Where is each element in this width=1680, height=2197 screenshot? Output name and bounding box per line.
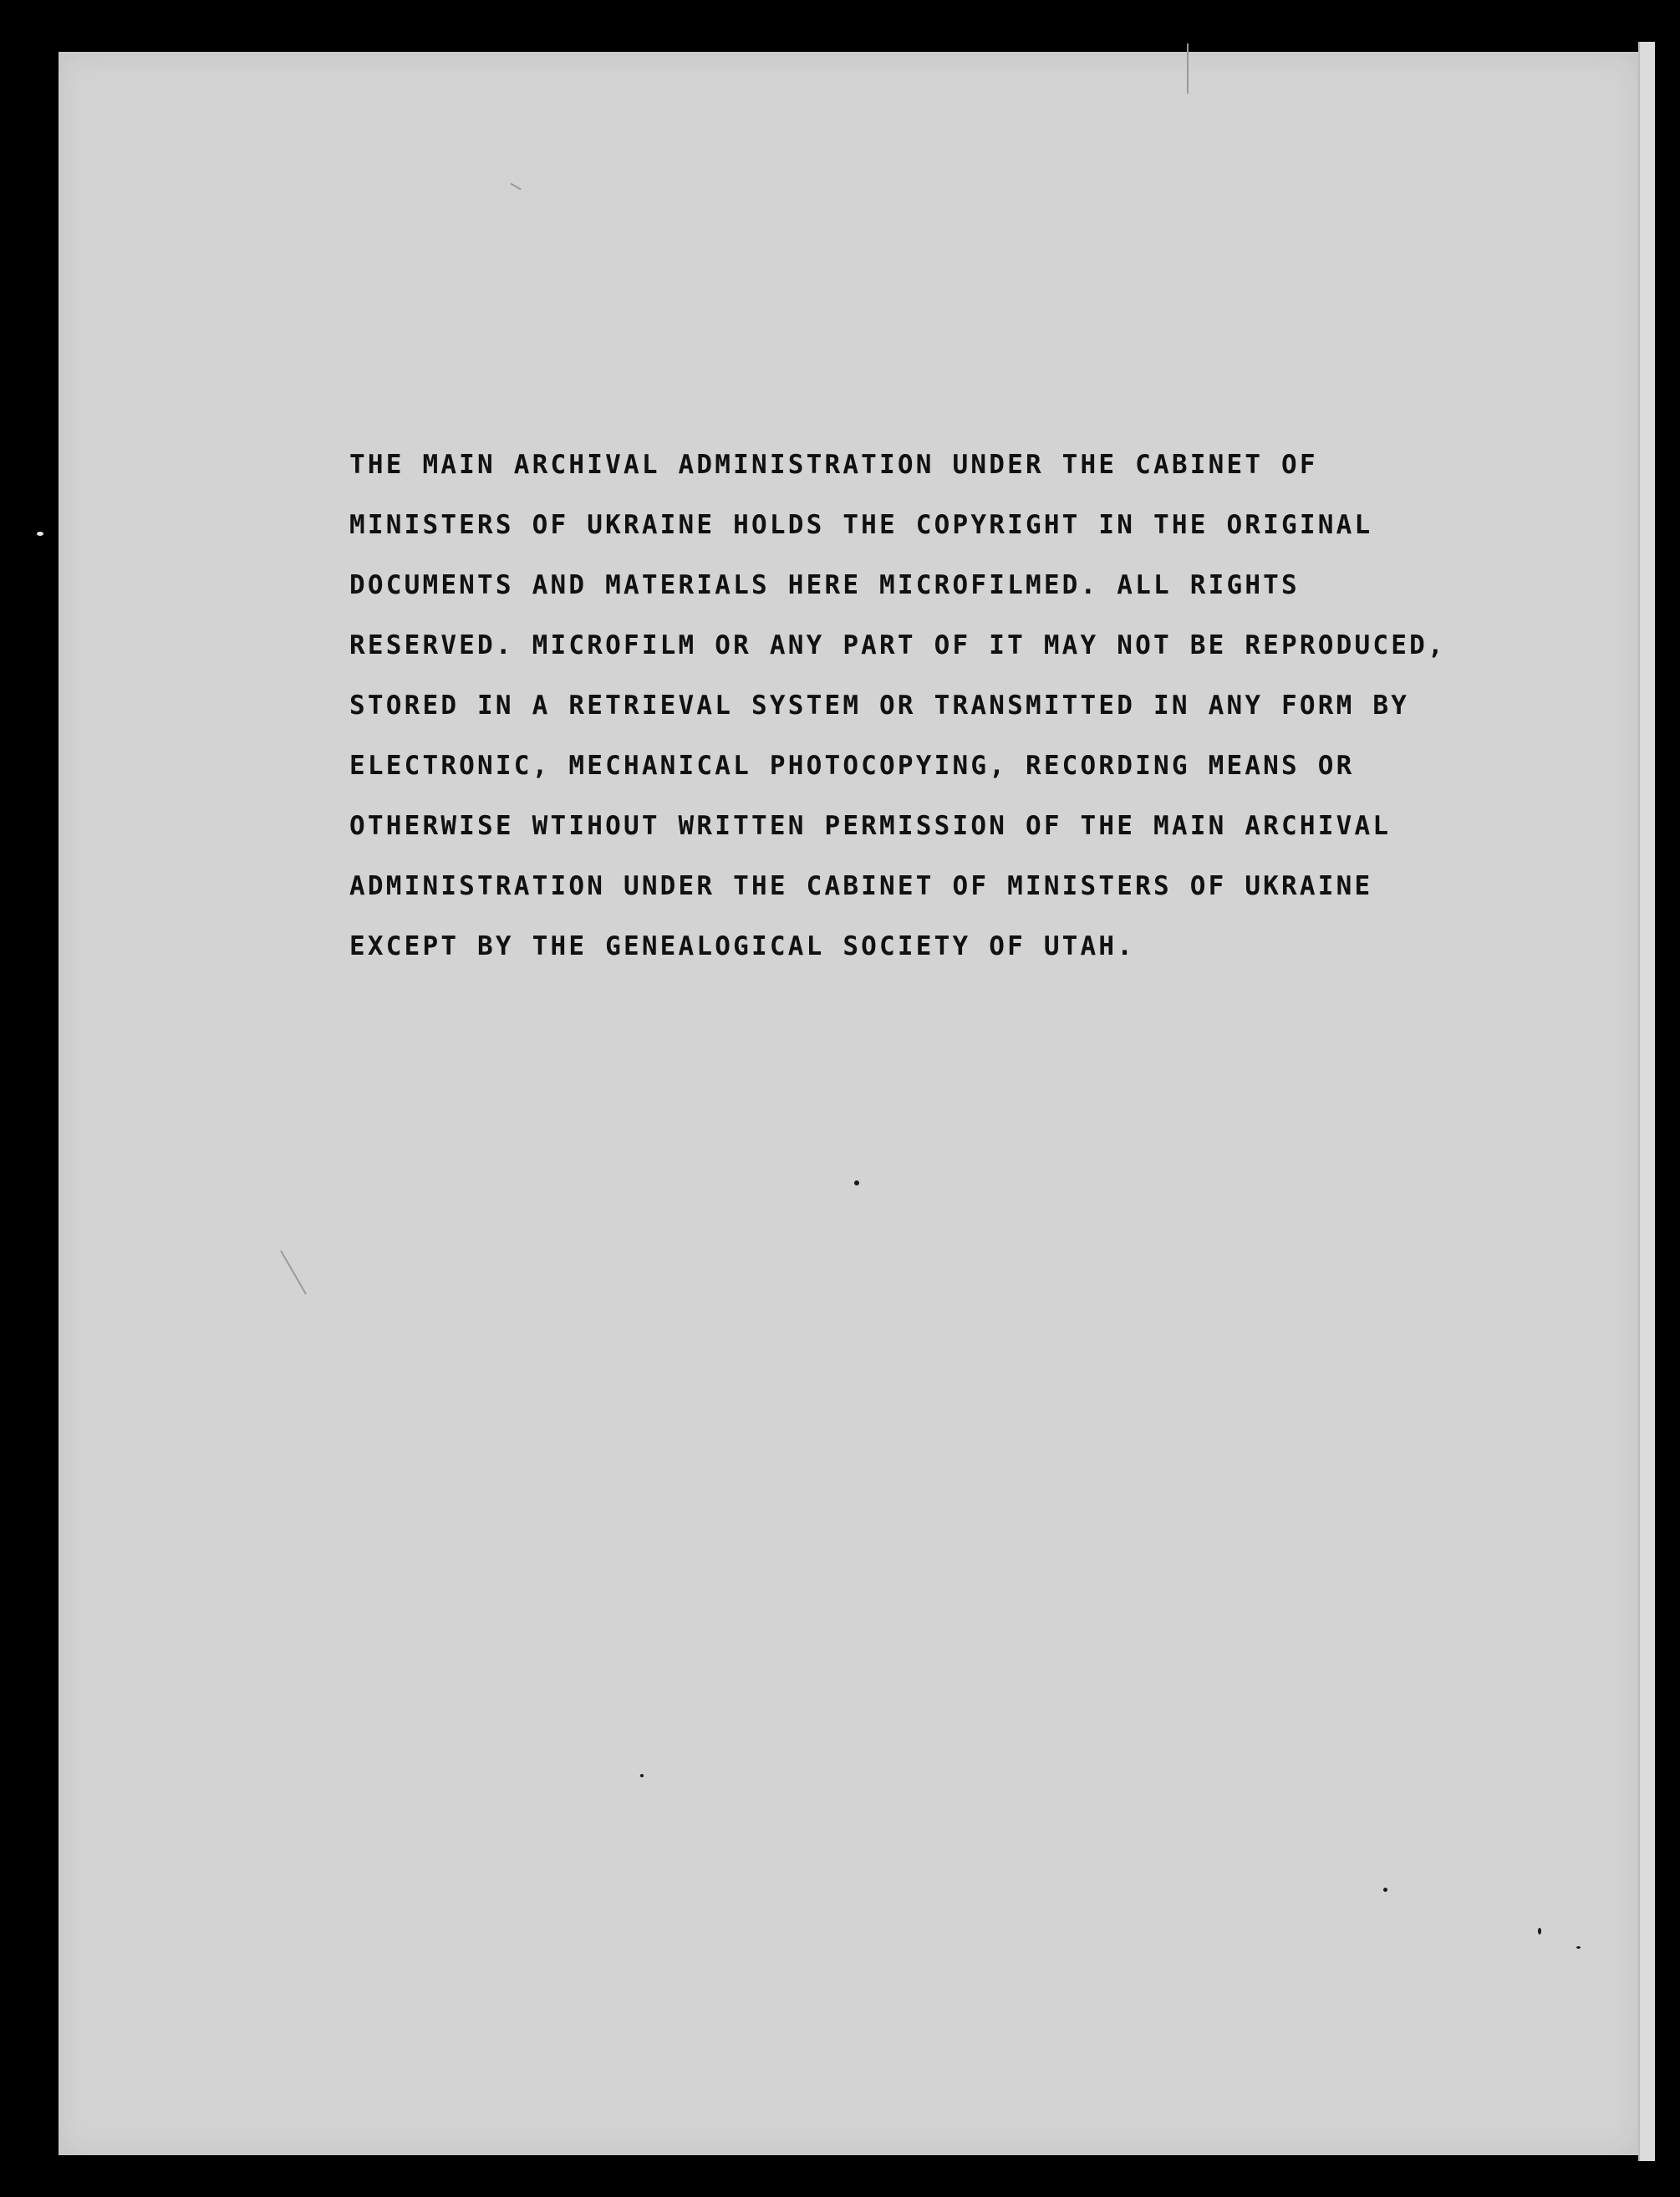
scanned-page bbox=[59, 52, 1638, 2155]
notice-line: DOCUMENTS AND MATERIALS HERE MICROFILMED. ALL RIGHTS bbox=[349, 570, 1300, 600]
scan-speck bbox=[640, 1774, 644, 1777]
scan-mark bbox=[280, 1251, 307, 1295]
notice-line: EXCEPT BY THE GENEALOGICAL SOCIETY OF UTAH. bbox=[349, 931, 1136, 961]
notice-line: ADMINISTRATION UNDER THE CABINET OF MINISTERS OF UKRAINE bbox=[349, 871, 1373, 901]
scan-mark bbox=[1187, 43, 1189, 94]
notice-line: RESERVED. MICROFILM OR ANY PART OF IT MAY NOT BE REPRODUCED, bbox=[349, 630, 1446, 660]
scan-speck bbox=[854, 1180, 859, 1185]
scan-speck bbox=[37, 532, 43, 536]
notice-line: STORED IN A RETRIEVAL SYSTEM OR TRANSMITTED IN ANY FORM BY bbox=[349, 691, 1410, 721]
scan-speck bbox=[1538, 1928, 1541, 1934]
scan-speck bbox=[1383, 1888, 1387, 1892]
notice-line: OTHERWISE WTIHOUT WRITTEN PERMISSION OF THE MAIN ARCHIVAL bbox=[349, 811, 1392, 841]
paper-edge bbox=[1638, 42, 1655, 2161]
copyright-notice bbox=[349, 435, 1520, 976]
scan-mark bbox=[510, 183, 521, 191]
notice-line: ELECTRONIC, MECHANICAL PHOTOCOPYING, RECORDING MEANS OR bbox=[349, 751, 1355, 781]
scan-speck bbox=[1576, 1946, 1581, 1949]
notice-line: MINISTERS OF UKRAINE HOLDS THE COPYRIGHT IN THE ORIGINAL bbox=[349, 510, 1373, 540]
notice-line: THE MAIN ARCHIVAL ADMINISTRATION UNDER THE CABINET OF bbox=[349, 450, 1318, 480]
